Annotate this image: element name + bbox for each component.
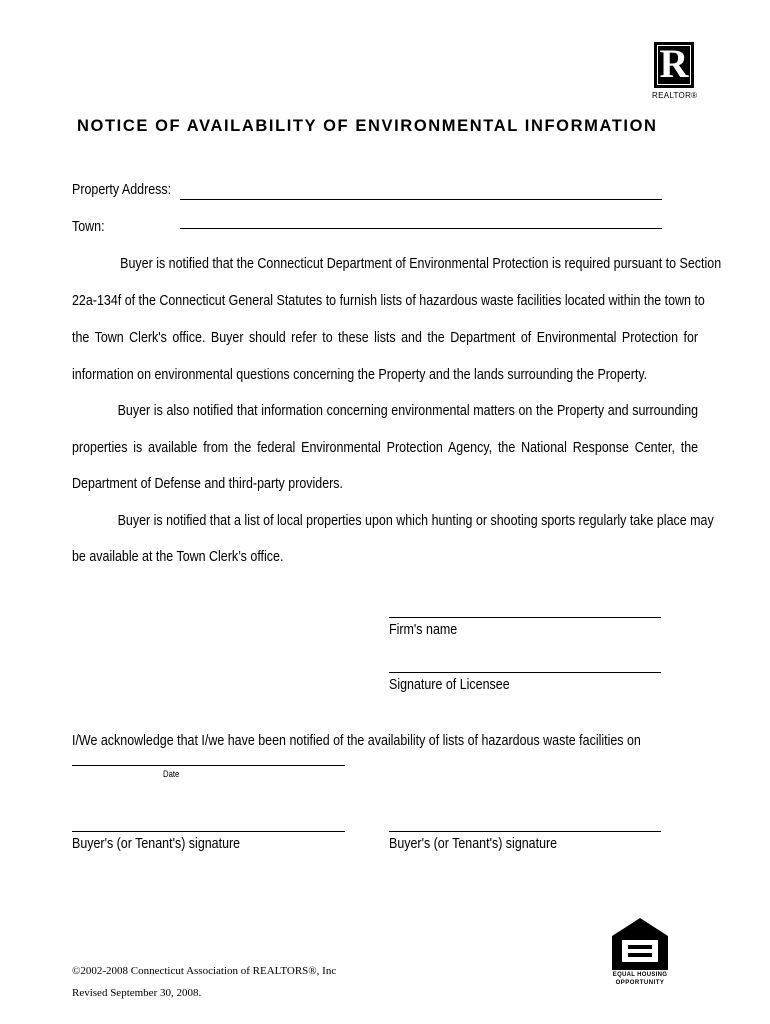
equal-housing-line-2: OPPORTUNITY xyxy=(615,980,665,986)
property-address-line[interactable] xyxy=(180,199,662,200)
buyer-signature-label-right: Buyer's (or Tenant's) signature xyxy=(389,836,558,852)
paragraph-2-line-3: Department of Defense and third-party providers. xyxy=(72,476,344,492)
licensee-signature-label: Signature of Licensee xyxy=(389,677,510,693)
realtor-r-mark xyxy=(654,42,694,88)
equal-housing-line-1: EQUAL HOUSING xyxy=(612,972,668,978)
equal-housing-house-icon xyxy=(612,918,668,970)
property-address-label: Property Address: xyxy=(72,182,172,198)
paragraph-1-line-3: the Town Clerk's office. Buyer should refer to these lists and the Department of Environmental Protection for xyxy=(72,330,699,346)
buyer-signature-line-left[interactable] xyxy=(72,831,345,832)
paragraph-3-line-1: Buyer is notified that a list of local properties upon which hunting or shooting sports regularly take place may xyxy=(117,513,714,529)
revised-date-text: Revised September 30, 2008. xyxy=(72,987,202,999)
paragraph-1-line-1: Buyer is notified that the Connecticut Department of Environmental Protection is required pursuant to Section xyxy=(120,256,722,272)
acknowledgement-text: I/We acknowledge that I/we have been notified of the availability of lists of hazardous waste facilities on xyxy=(72,733,641,749)
paragraph-1-line-2: 22a-134f of the Connecticut General Statutes to furnish lists of hazardous waste facilities located within the town to xyxy=(72,293,705,309)
town-line[interactable] xyxy=(180,228,662,229)
date-line[interactable] xyxy=(72,765,345,766)
paragraph-2-line-1: Buyer is also notified that information concerning environmental matters on the Property and surrounding xyxy=(117,403,699,419)
realtor-wordmark: REALTOR® xyxy=(652,91,698,100)
copyright-text: ©2002-2008 Connecticut Association of REALTORS®, Inc xyxy=(72,965,337,977)
buyer-signature-label-left: Buyer's (or Tenant's) signature xyxy=(72,836,241,852)
paragraph-1-line-4: information on environmental questions concerning the Property and the lands surrounding the Property. xyxy=(72,367,648,383)
date-label: Date xyxy=(163,769,180,779)
firm-name-line[interactable] xyxy=(389,617,661,618)
licensee-signature-line[interactable] xyxy=(389,672,661,673)
realtor-logo xyxy=(652,42,698,98)
paragraph-3-line-2: be available at the Town Clerk’s office. xyxy=(72,549,284,565)
firm-name-label: Firm's name xyxy=(389,622,458,638)
paragraph-2-line-2: properties is available from the federal Environmental Protection Agency, the National Response Center, the xyxy=(72,440,699,456)
realtor-r-letter: R xyxy=(659,41,689,86)
buyer-signature-line-right[interactable] xyxy=(389,831,661,832)
document-title: NOTICE OF AVAILABILITY OF ENVIRONMENTAL INFORMATION xyxy=(77,117,658,135)
equal-housing-logo xyxy=(612,918,668,990)
town-label: Town: xyxy=(72,219,105,235)
